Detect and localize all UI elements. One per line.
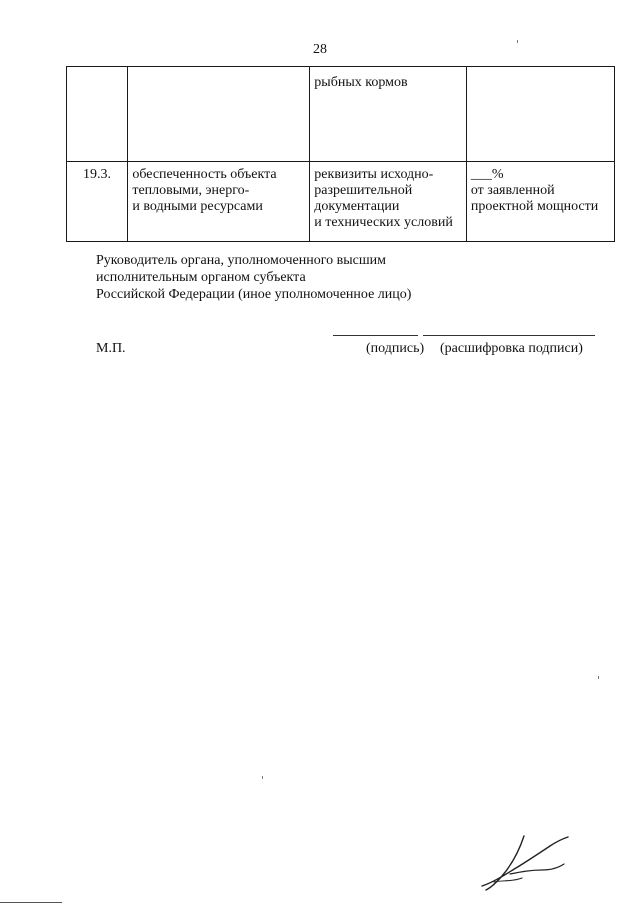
transcript-line <box>423 335 595 336</box>
value-line: ___% <box>470 167 504 182</box>
transcript-label: (расшифровка подписи) <box>440 341 583 356</box>
row-number-cell <box>67 67 128 162</box>
indicator-line: обеспеченность объекта <box>132 167 277 182</box>
signer-title-line: Российской Федерации (иное уполномоченное лицо) <box>96 287 412 302</box>
row-number-cell: 19.3. <box>67 162 128 242</box>
document-line: разрешительной <box>314 183 413 198</box>
document-cell <box>310 67 467 162</box>
indicator-cell <box>128 162 310 242</box>
document-line: документации <box>314 199 400 214</box>
indicator-line: тепловыми, энерго- <box>132 183 250 198</box>
signature-label: (подпись) <box>366 341 425 356</box>
value-line: от заявленной <box>470 183 555 198</box>
scan-speck <box>517 40 518 43</box>
value-cell <box>466 162 614 242</box>
document-line: рыбных кормов <box>314 75 408 90</box>
value-line: проектной мощности <box>470 199 599 214</box>
signer-title <box>96 252 411 303</box>
scan-edge-line <box>0 902 62 903</box>
signature-line <box>333 335 418 336</box>
document-cell <box>310 162 467 242</box>
signer-title-line: исполнительным органом субъекта <box>96 270 306 285</box>
document-line: реквизиты исходно- <box>314 167 434 182</box>
indicator-cell <box>128 67 310 162</box>
scan-speck <box>598 676 599 679</box>
document-line: и технических условий <box>314 215 453 230</box>
table-row <box>67 67 615 162</box>
indicator-line: и водными ресурсами <box>132 199 263 214</box>
signer-title-line: Руководитель органа, уполномоченного высшим <box>96 253 386 268</box>
page-number: 28 <box>313 42 327 57</box>
scan-speck <box>262 776 263 779</box>
handwritten-signature <box>480 832 572 894</box>
table-row <box>67 162 615 242</box>
requirements-table <box>66 66 615 242</box>
value-cell <box>466 67 614 162</box>
stamp-label: М.П. <box>96 341 126 356</box>
